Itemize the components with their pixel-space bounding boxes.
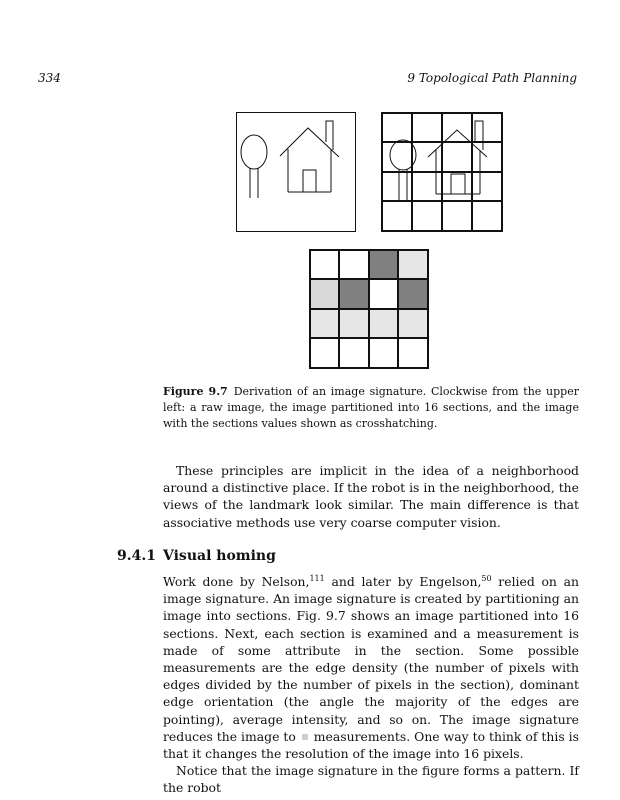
section-number: 9.4.1: [117, 548, 156, 564]
paragraph: [163, 573, 579, 797]
text-span: measurements. One way to think of this is that it changes the resolution of the image into 16 pixels.: [163, 728, 579, 762]
text-span: Work done by Nelson,: [163, 574, 310, 589]
raw-image-frame: [237, 113, 356, 232]
missing-glyph-icon: [302, 734, 308, 740]
signature-cell: [339, 338, 369, 368]
signature-cell: [369, 250, 398, 279]
signature-cell: [339, 309, 369, 338]
partitioned-image-figure: [381, 112, 503, 232]
figure-caption-text: Derivation of an image signature. Clockwise from the upper left: a raw image, the image partitioned into 16 sections, and the image with the sections values shown as crosshatching.: [163, 385, 579, 430]
figure-caption: [163, 384, 579, 432]
signature-cell: [369, 338, 398, 368]
signature-cell: [398, 309, 428, 338]
signature-cell: [369, 309, 398, 338]
signature-cell: [398, 338, 428, 368]
house-drawing: [428, 121, 487, 194]
text-span: and later by Engelson,: [324, 574, 482, 589]
page-number: 334: [38, 71, 61, 85]
signature-cell: [339, 279, 369, 309]
figure-label: Figure 9.7: [163, 385, 228, 398]
signature-cell: [310, 250, 339, 279]
citation-nelson: 111: [309, 574, 325, 583]
signature-cell: [310, 309, 339, 338]
signature-cell: [398, 279, 428, 309]
paragraph-text: These principles are implicit in the idea of a neighborhood around a distinctive place. If the robot is in the neighborhood, the views of the landmark look similar. The main difference is that associative methods use very coarse computer vision.: [163, 463, 579, 530]
section-title: Visual homing: [163, 548, 276, 564]
signature-cell: [369, 279, 398, 309]
image-signature-figure: [309, 249, 429, 369]
signature-cell: [310, 338, 339, 368]
citation-engelson: 50: [481, 574, 492, 583]
signature-cell: [339, 250, 369, 279]
partition-lines: [382, 113, 502, 231]
paragraph-text: Notice that the image signature in the figure forms a pattern. If the robot: [163, 763, 579, 796]
paragraph-text: [163, 573, 579, 762]
signature-cell: [398, 250, 428, 279]
text-span: relied on an image signature. An image signature is created by partitioning an image into sections. Fig. 9.7 shows an image partitioned into 16 sections. Next, each section is examined and a measurement is made of some attribute in the section. Some possible measurements are the edge density (the number of pixels with edges divided by the number of pixels in the section), dominant edge orientation (the angle the majority of the edges are pointing), average intensity, and so on. The image signature reduces the image to: [163, 574, 579, 744]
signature-cell: [310, 279, 339, 309]
paragraph: [163, 462, 579, 531]
running-title: 9 Topological Path Planning: [407, 71, 577, 85]
raw-image-figure: [236, 112, 356, 232]
